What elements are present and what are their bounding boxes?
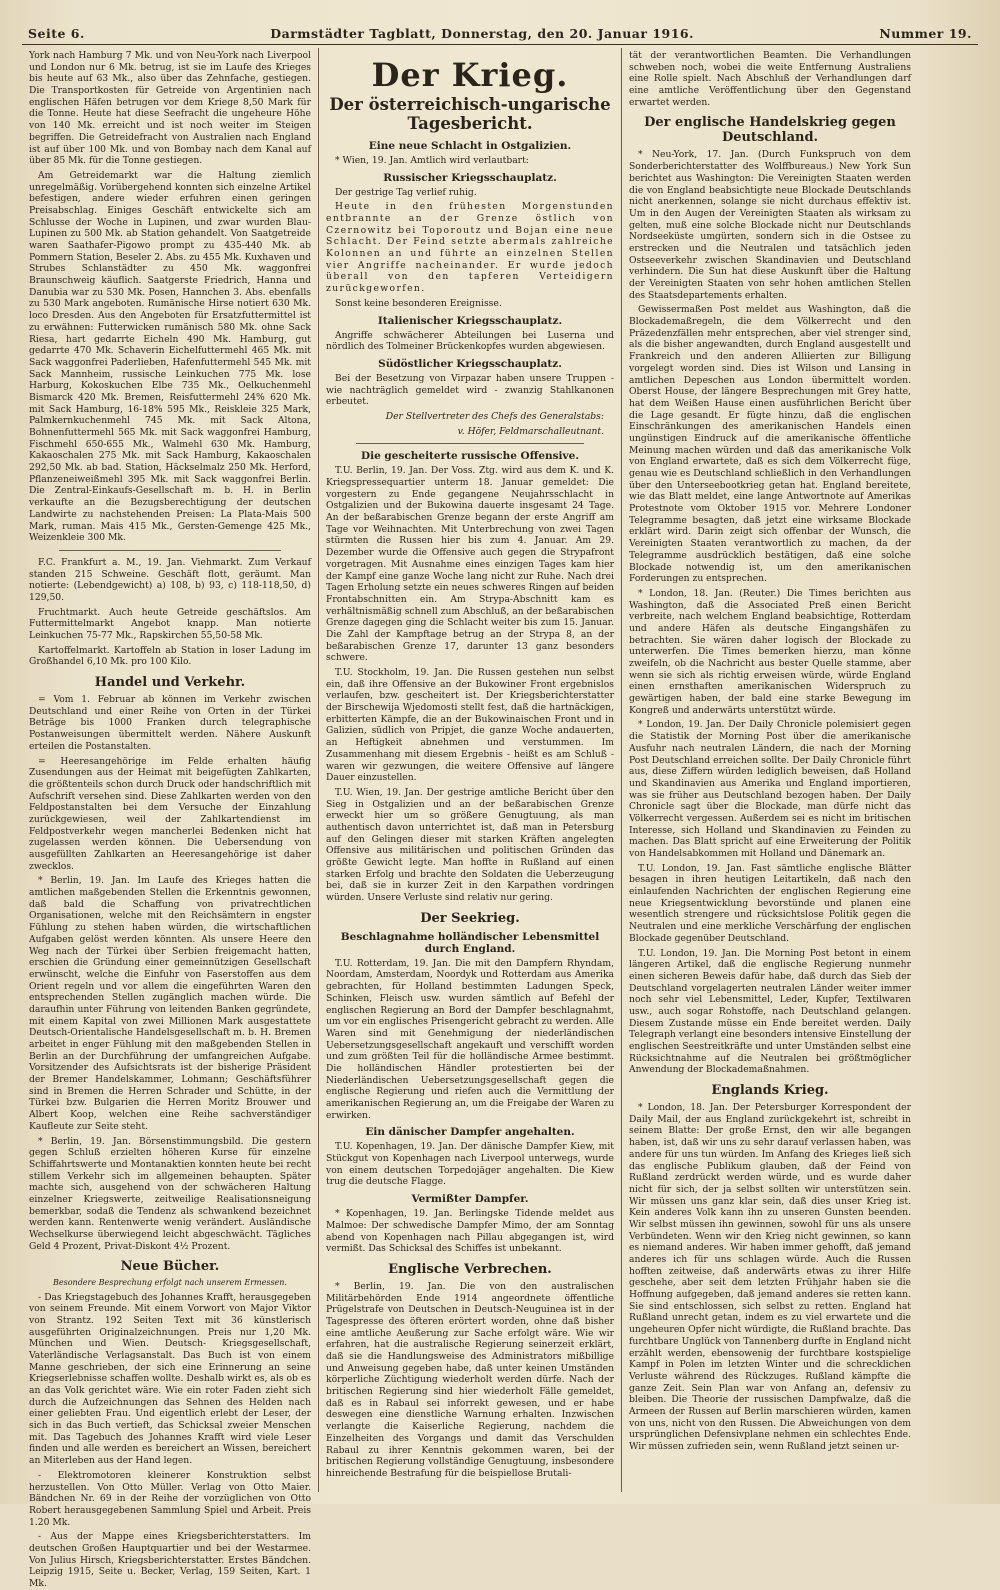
- paragraph: Angriffe schwächerer Abteilungen bei Luserna und nördlich des Tolmeiner Brückenkopfes wurden abgewiesen.: [326, 329, 614, 353]
- paragraph: T.U. Berlin, 19. Jan. Der Voss. Ztg. wird aus dem K. und K. Kriegspressequartier unterm 18. Januar gemeldet: Die vorgestern zu Ende gegangene Neujahrsschlacht in Ostgalizien und der Bukowina dauerte insgesamt 24 Tage. An der beßarabischen Grenze begann der erste Angriff am Tage vor Weihnachten. Mit Unterbrechung von zwei Tagen stürmten die Russen hier bis zum 4. Januar. Am 29. Dezember wurde die Offensive auch gegen die Strypafront vorgetragen. Mit Ausnahme eines einzigen Tages kam hier der Kampf eine ganze Woche lang nicht zur Ruhe. Nach drei Tagen Erholung setzte ein neues schweres Ringen auf beiden Frontabschnitten ein. Am Strypa-Abschnitt kam es verhältnismäßig schnell zum Abschluß, an der beßarabischen Grenze dagegen ging die Schlacht weiter bis zum 15. Januar. Die Zahl der Kampftage betrug an der Strypa 8, an der beßarabischen Grenze 17, darunter 13 ganz besonders schwere.: [326, 465, 614, 664]
- paragraph: T.U. Rotterdam, 19. Jan. Die mit den Dampfern Rhyndam, Noordam, Amsterdam, Noordyk und Rotterdam aus Amerika gebrachten, für Holland bestimmten Ladungen Speck, Schinken, Fleisch usw. wurden sämtlich auf Befehl der englischen Regierung an Bord der Dampfer beschlagnahmt, um vor ein englisches Prisengericht gebracht zu werden. Alle Waren sind mit Genehmigung der niederländischen Uebersetzungsgesellschaft angekauft und verschifft worden und zum größten Teil für die holländische Armee bestimmt. Die holländischen Händler protestierten bei der Niederländischen Uebersetzungsgesellschaft gegen die englische Regierung und riefen auch die Vermittlung der amerikanischen Regierung an, um die Freigabe der Waren zu erwirken.: [326, 957, 614, 1121]
- section-heading: Italienischer Kriegsschauplatz.: [377, 314, 563, 327]
- paragraph: T.U. London, 19. Jan. Fast sämtliche englische Blätter besagen in ihren heutigen Leitartikeln, daß nach den einlaufenden Nachrichten der englischen Regierung eine neue Kriegsentwicklung bevorstünde und planen eine wesentlich strengere und rücksichtslose Politik gegen die Neutralen und eine merkliche Verschärfung der englischen Blockade gegenüber Deutschland.: [629, 862, 911, 944]
- section-heading: Die gescheiterte russische Offensive.: [361, 450, 579, 463]
- columns: [22, 48, 978, 1590]
- page-number: Seite 6.: [28, 26, 85, 41]
- paragraph: Fruchtmarkt. Auch heute Getreide geschäftslos. Am Futtermittelmarkt Angebot knapp. Man notierte Leinkuchen 75-77 Mk., Rapskirchen 55,50-58 Mk.: [29, 606, 311, 641]
- section-heading: Englands Krieg.: [711, 1083, 829, 1099]
- paragraph: * London, 18. Jan. Der Petersburger Korrespondent der Daily Mail, der aus England zurückgekehrt ist, schreibt in seinem Blatte: Der große Ernst, den wir alle begangen haben, ist, daß wir uns zu sehr darauf verlassen haben, was andere für uns tun würden. Im Anfang des Krieges ließ sich das englische Publikum glauben, daß der Feind von Rußland zerdrückt werden würde, und es wurde daher nicht für sich, der ja selbst sollten wir unterstützen sein. Wir müssen uns ganz klar sein, daß dies unser Krieg ist. Kein anderes Volk kann ihn zu unseren Gunsten beenden. Wir selbst müssen ihn gewinnen, sowohl für uns als unsere Verbündeten. Wenn wir den Krieg nicht gewinnen, so kann es niemand anderes. Wir haben immer gehofft, daß jemand anderes ich für uns schlagen würde. Auch die Russen hofften zeitweise, daß anderwärts etwas zu ihrer Hilfe geschehe, aber seit dem letzten Frühjahr haben sie die Hoffnung aufgegeben, daß jemand anderes sie retten kann. Sie sind entschlossen, sich selbst zu retten. England hat Rußland unrecht getan, indem es zu viel erwartete und die ungeheuren Opfer nicht würdigte, die Rußland brachte. Das furchtbare Unglück von Tannenberg durfte in England nicht erzählt werden, ebensowenig der furchtbare kostspielige Kampf in Polen im letzten Winter und die schrecklichen Verluste während des Rückzuges. Rußland kämpfte die ganze Zeit. Sein Plan war von Anfang an, defensiv zu bleiben. Die Theorie der russischen Dampfwalze, daß die Armeen der Russen auf Berlin marschieren würden, kamen von uns, nicht von den Russen. Die Abweichungen von dem ursprünglichen Defensivplane nehmen ein schlechtes Ende. Wir müssen zufrieden sein, wenn Rußland jetzt seinen ur-: [629, 1102, 911, 1452]
- page-header: [22, 26, 978, 45]
- divider: [356, 443, 584, 444]
- signature-name: v. Höfer, Feldmarschalleutnant.: [457, 425, 604, 437]
- paragraph: * Berlin, 19. Jan. Börsenstimmungsbild. Die gestern gegen Schluß erzielten höheren Kurse für einzelne Schiffahrtswerte und Montanaktien konnten heute bei recht stillem Verkehr sich im allgemeinen behaupten. Später machte sich, ausgehend von der schwächeren Haltung einzelner Kriegswerte, zeitweilige Realisationsneigung bemerkbar, sodaß die Tendenz als schwankend bezeichnet werden kann. Rentenwerte wenig verändert. Ausländische Wechselkurse überwiegend leicht abgeschwächt. Tägliches Geld 4 Prozent, Privat-Diskont 4½ Prozent.: [29, 1135, 311, 1252]
- paragraph: Am Getreidemarkt war die Haltung ziemlich unregelmäßig. Vorübergehend konnten sich einzelne Artikel befestigen, andere wieder erfuhren einen geringen Preisabschlag. Einiges Geschäft entwickelte sich am Schlusse der Woche in Lupinen, und zwar wurden Blau-Lupinen zu 500 Mk. ab Station gehandelt. Von Saatgetreide waren Saathafer-Pigowo prompt zu 435-440 Mk. ab Pommern Station, Beseler 2. Abs. zu 455 Mk. Kuxhaven und Strubes Schlanstädter zu 450 Mk. waggonfrei Braunschweig käuflich. Saatgerste Friedrich, Hanna und Danubia war zu 530 Mk. Posen, Hannchen 3. Abs. ebenfalls zu 530 Mark angeboten. Rumänische Hirse notiert 630 Mk. loco Dresden. Aus den Angeboten für Ersatzfuttermittel ist zu erwähnen: Futterwicken rumänisch 580 Mk. ohne Sack Riesa, hart gedarrte Eicheln 490 Mk. Hamburg, gut gedarrte 470 Mk. Schaverin Eichelfuttermehl 465 Mk. mit Sack waggonfrei Paderlieben, Hafenfuttermehl 545 Mk. mit Sack Mannheim, russische Leinkuchen 775 Mk. lose Harburg, Kokoskuchen Elbe 735 Mk., Oelkuchenmehl Bismarck 420 Mk. Bremen, Reisfuttermehl 24% 620 Mk. mit Sack Hamburg, 16-18% 595 Mk., Reiskleie 325 Mark, Palmkernkuchenmehl 745 Mk. mit Sack Altona, Bohnenfuttermehl 565 Mk. mit Sack waggonfrei Hamburg, Fischmehl 650-655 Mk., Walmehl 630 Mk. Hamburg, Kakaoschalen 275 Mk. mit Sack Hamburg, Kakaoschalen 292,50 Mk. ab bad. Station, Häckselmalz 250 Mk. Herford, Pflanzeneiweißmehl 395 Mk. mit Sack waggonfrei Berlin. Die Zentral-Einkaufs-Gesellschaft m. b. H. in Berlin verkaufte an die Bezugsberechtigung der deutschen Landwirte zu nachstehenden Preisen: La Plata-Mais 500 Mark, ruman. Mais 415 Mk., Gersten-Gemenge 425 Mk., Weizenkleie 300 Mk.: [29, 169, 311, 544]
- section-heading: Der englische Handelskrieg gegen Deutschland.: [644, 115, 896, 146]
- paragraph: * Neu-York, 17. Jan. (Durch Funkspruch von dem Sonderberichterstatter des Wolffbureaus.) New York Sun berichtet aus Washington: Die Vereinigten Staaten werden die von England beabsichtigte neue Blockade Deutschlands nicht anerkennen, solange sie nicht durchaus effektiv ist. Um in den Augen der Vereinigten Staaten als wirksam zu gelten, muß eine solche Blockade nicht nur Deutschlands Nordseeküste umgürten, sondern sich in die Ostsee zu erstrecken und die Neutralen und tatsächlich jeden Ostseeverkehr zwischen Skandinavien und Deutschland verhindern. Die Sun hat diese Auskunft über die Haltung der Vereinigten Staaten von sehr hohen amtlichen Stellen des Staatsdepartements erhalten.: [629, 149, 911, 301]
- section-heading: Eine neue Schlacht in Ostgalizien.: [368, 139, 572, 152]
- paragraph: T.U. London, 19. Jan. Die Morning Post betont in einem längeren Artikel, daß die englische Regierung nunmehr einen sicheren Beweis dafür habe, daß durch das Sieb der Deutschland vorgelagerten neutralen Länder weiter immer noch sehr viel Lebensmittel, Leder, Kupfer, Textilwaren usw., auch sogar Rohstoffe, nach Deutschland gelangen. Diesem Zustande müsse ein Ende bereitet werden. Daily Telegraph verlangt eine besonders intensive Einstellung der englischen Seestreitkräfte und unter Umständen selbst eine Rücksichtnahme auf die Neutralen bei größtmöglicher Anwendung der Blockademaßnahmen.: [629, 947, 911, 1076]
- paragraph: * Berlin, 19. Jan. Im Laufe des Krieges hatten die amtlichen maßgebenden Stellen die Erkenntnis gewonnen, daß bald die Schaffung von privatrechtlichen Organisationen, welche mit den Reichsämtern in engster Fühlung zu stehen haben würden, die wirtschaftlichen Aufgaben gelöst werden könnten. Als unsere Heere den Weg nach der Türkei über Serbien freigemacht hatten, erschien die Gründung einer gemeinnützigen Gesellschaft erwünscht, welche die Einfuhr von Faserstoffen aus dem Orient regeln und vor allem die eingeführten Waren den entsprechenden Stellen zugänglich machen würde. Die daraufhin unter Führung von leitenden Banken gegründete, mit einem Kapital von zwei Millionen Mark ausgestattete Deutsch-Orientalische Handelsgesellschaft m. b. H. Bremen arbeitet in enger Fühlung mit den maßgebenden Stellen in Berlin an der Durchführung der umfangreichen Aufgabe. Vorsitzender des Aufsichtsrats ist der bisherige Präsident der Bremer Handelskammer, Lohmann; Geschäftsführer sind in Bremen die Herren Schrader und Schütte, in der Türkei bzw. Bulgarien die Herren Moritz Brouwer und Albert Koop, welchen eine Reihe sachverständiger Kaufleute zur Seite steht.: [29, 875, 311, 1132]
- paragraph: Kartoffelmarkt. Kartoffeln ab Station in loser Ladung im Großhandel 6,10 Mk. pro 100 Kilo.: [29, 644, 311, 668]
- paragraph: - Das Kriegstagebuch des Johannes Krafft, herausgegeben von seinem Freunde. Mit einem Vorwort von Major Viktor von Strantz. 192 Seiten Text mit 36 künstlerisch ausgeführten Originalzeichnungen. Preis nur 1,20 Mk. München und Wien. Deutsch- Kriegsgesellschaft, Vaterländische Verlagsanstalt. Das Buch ist von einem Manne geschrieben, der sich eine Erinnerung an seine Kriegserlebnisse schaffen wollte. Deshalb wirkt es, als ob es an das Volk gerichtet wäre. Wie ein roter Faden zieht sich durch die Aufzeichnungen das Sehnen des Helden nach einer geliebten Frau. Und eigentlich erlebt der Leser, der sich in das Buch vertieft, das Schicksal zweier Menschen mit. Das Tagebuch des Johannes Krafft wird viele Leser finden und alle werden es bereichert an Wissen, bereichert an Miterleben aus der Hand legen.: [29, 1291, 311, 1467]
- paragraph: York nach Hamburg 7 Mk. und von Neu-York nach Liverpool und London nur 6 Mk. betrug, ist sie im Laufe des Krieges bis heute auf 63 Mk., also über das Zehnfache, gestiegen. Die Transportkosten für Getreide von Argentinien nach englischen Häfen betrugen vor dem Kriege 8,50 Mark für die Tonne. Heute hat diese Seefracht die ungeheure Höhe von 140 Mk. erreicht und ist noch weiter im Steigen begriffen. Die Getreidefracht von Australien nach England ist auf über 100 Mk. und von Bombay nach dem Kanal auf über 85 Mk. für die Tonne gestiegen.: [29, 50, 311, 167]
- column-right: [622, 48, 918, 1492]
- column-left: [22, 48, 318, 1590]
- paragraph: - Elektromotoren kleinerer Konstruktion selbst herzustellen. Von Otto Müller. Verlag von Otto Maier. Bändchen Nr. 69 in der Reihe der vorzüglichen von Otto Robert herausgegebenen Sammlung Spiel und Arbeit. Preis 1.20 Mk.: [29, 1469, 311, 1528]
- paragraph: * London, 18. Jan. (Reuter.) Die Times berichten aus Washington, daß die Associated Preß einen Bericht verbreite, nach welchem England beabsichtige, Rotterdam und andere Häfen als deutsche Eingangshäfen zu betrachten. Sie wären daher logisch der Blockade zu unterwerfen. Die Times bemerken hierzu, man könne zweifeln, ob die Nachricht aus bester Quelle stamme, aber wenn sie sich als richtig erweisen würde, würde England einen ernsthaften amerikanischen Widerspruch zu gewärtigen haben, der bald eine starke Bewegung im Kongreß und anderwärts unterstützt würde.: [629, 587, 911, 716]
- paragraph: T.U. Stockholm, 19. Jan. Die Russen gestehen nun selbst ein, daß ihre Offensive an der Bukowiner Front ergebnislos verlaufen, bzw. gescheitert ist. Der Kriegsberichterstatter der Birschewija Wjedomosti stellt fest, daß die hartnäckigen, erbitterten Kämpfe, die an der Bukowinaischen Front und in Galizien, südlich von Pripjet, die ganze Woche andauerten, an Heftigkeit abnehmen und verstummen. Im Zusammenhang mit diesem Ergebnis - heißt es am Schluß - waren wir gezwungen, die weitere Offensive auf längere Dauer einzustellen.: [326, 667, 614, 784]
- paragraph: Gewissermaßen Post meldet aus Washington, daß die Blockademaßregeln, die dem Völkerrecht und den Präzedenzfällen mehr entsprechen, aber viel strenger sind, als die bisher angewandten, durch England ausgestellt und Frankreich und den anderen Alliierten zur Billigung vorgelegt worden sind. Dies ist Wilson und Lansing in amtlichen Depeschen aus London übermittelt worden. Oberst House, der längere Besprechungen mit Grey hatte, hat dem Weißen Hause einen ausführlichen Bericht über die Lage gesandt. Er fügte hinzu, daß die englischen Einschränkungen des amerikanischen Handels einen ungünstigen Eindruck auf die amerikanische öffentliche Meinung machen würden und daß das amerikanische Volk von England erwartete, daß es sich dem Völkerrecht füge, genau wie es Deutschland schließlich in den Verhandlungen über den Unterseebootkrieg getan hat. England bereitete, wie das Blatt meldet, eine lange Antwortnote auf Amerikas Protestnote vom Oktober 1915 vor. Mehrere Londoner Telegramme besagten, daß jetzt eine wirksame Blockade erklärt wird. Darin zeigt sich offenbar der Wunsch, die Vereinigten Staaten verantwortlich zu machen, da der Telegramme ausdrücklich bestätigen, daß eine solche Blockade notwendig ist, um den amerikanischen Forderungen zu entsprechen.: [629, 304, 911, 585]
- sub-headline: Der österreichisch-ungarische Tagesbericht.: [329, 95, 611, 133]
- note: Besondere Besprechung erfolgt nach unserem Ermessen.: [53, 1278, 287, 1288]
- paragraph: Heute in den frühesten Morgenstunden entbrannte an der Grenze östlich von Czernowitz bei Toporoutz und Bojan eine neue Schlacht. Der Feind setzte abermals zahlreiche Kolonnen an und führte an einzelnen Stellen vier Angriffe nacheinander. Er wurde jedoch überall von den tapferen Verteidigern zurückgeworfen.: [326, 201, 614, 295]
- section-heading: Handel und Verkehr.: [94, 675, 246, 691]
- issue-number: Nummer 19.: [879, 26, 972, 41]
- newspaper-title-date: Darmstädter Tagblatt, Donnerstag, den 20. Januar 1916.: [270, 26, 694, 41]
- signature-line: Der Stellvertreter des Chefs des Generalstabs:: [385, 410, 604, 422]
- paragraph: = Vom 1. Februar ab können im Verkehr zwischen Deutschland und einer Reihe von Orten in der Türkei Beträge bis 1000 Franken durch telegraphische Postanweisungen übermittelt werden. Nähere Auskunft erteilen die Postanstalten.: [29, 694, 311, 752]
- paragraph: * London, 19. Jan. Der Daily Chronicle polemisiert gegen die Statistik der Morning Post über die amerikanische Ausfuhr nach neutralen Ländern, die nach der Morning Post Deutschland erreichen sollte. Der Daily Chronicle führt aus, diese Ziffern würden lediglich beweisen, daß Holland und Skandinavien aus Amerika und England importieren, was sie früher aus Deutschland bezogen haben. Der Daily Chronicle sagt über die Blockade, man dürfe nicht das Völkerrecht vergessen. Außerdem sei es nicht im britischen Interesse, sich Holland und Skandinavien zu Feinden zu machen. Das Blatt spricht auf eine Erweiterung der Politik von Handelsabkommen mit Holland und Dänemark an.: [629, 719, 911, 859]
- paragraph: F.C. Frankfurt a. M., 19. Jan. Viehmarkt. Zum Verkauf standen 215 Schweine. Geschäft flott, geräumt. Man notierte: (Lebendgewicht) a) 108, b) 93, c) 118-118,50, d) 129,50.: [29, 556, 311, 603]
- paragraph: = Heeresangehörige im Felde erhalten häufig Zusendungen aus der Heimat mit beigefügten Zahlkarten, die größtenteils schon durch Druck oder handschriftlich mit Aufschrift versehen sind. Diese Zahlkarten werden von den Feldpostanstalten bei dem Versuche der Einzahlung zurückgewiesen, weil der Zahlkartendienst im Feldpostverkehr wegen mancherlei Bedenken nicht hat zugelassen werden können. Die Uebersendung von ausgefüllten Zahlkarten an Heeresangehörige ist daher zwecklos.: [29, 755, 311, 872]
- section-heading: Russischer Kriegsschauplatz.: [383, 171, 557, 184]
- paragraph: * Kopenhagen, 19. Jan. Berlingske Tidende meldet aus Malmoe: Der schwedische Dampfer Mimo, der am Sonntag abend von Kopenhagen nach Pillau abgegangen ist, wird vermißt. Das Schicksal des Schiffes ist unbekannt.: [326, 1208, 614, 1255]
- section-heading: Der Seekrieg.: [420, 910, 520, 926]
- paragraph: Der gestrige Tag verlief ruhig.: [335, 186, 477, 198]
- paragraph: * Berlin, 19. Jan. Die von den australischen Militärbehörden Ende 1914 angeordnete öffentliche Prügelstrafe von Deutschen in Deutsch-Neuguinea ist in der Tagespresse des öfteren erörtert worden, ohne daß bisher eine amtliche Aeußerung zur Sache erfolgt wäre. Wie wir erfahren, hat die australische Regierung seinerzeit erklärt, daß sie die Handlungsweise des Administrators mißbillige und Anweisung gegeben habe, daß unter keinen Umständen körperliche Züchtigung wiederholt werden dürfe. Nach der britischen Regierung sind hier wiederholt Fälle gemeldet, daß es in Rabaul sei inforrekt gewesen, und er habe deswegen eine dienstliche Warnung erhalten. Inzwischen verlangte die Kaiserliche Regierung, nachdem die Einzelheiten des Vorgangs und damit das Verschulden Rabaul zu ihrer Kenntnis gekommen waren, bei der britischen Regierung vollständige Genugtuung, insbesondere hinreichende Bestrafung für die beispiellose Brutali-: [326, 1280, 614, 1479]
- paragraph: Bei der Besetzung von Virpazar haben unsere Truppen - wie nachträglich gemeldet wird - zwanzig Stahlkanonen erbeutet.: [326, 372, 614, 408]
- section-heading: Vermißter Dampfer.: [411, 1193, 529, 1206]
- paragraph: T.U. Wien, 19. Jan. Der gestrige amtliche Bericht über den Sieg in Ostgalizien und an der beßarabischen Grenze erweckt hier um so größere Genugtuung, als man authentisch davon unterrichtet ist, daß man in Petersburg auf den Gelingen dieser mit starken Kräften angelegten Offensive aus militärischen und politischen Gründen das größte Gewicht legte. Man hoffte in Rußland auf einen starken Erfolg und brachte den Soldaten die Ueberzeugung bei, daß sie in kurzer Zeit in den Karpathen vordringen würden. Unsere Verluste sind relativ nur gering.: [326, 786, 614, 904]
- section-heading: Südöstlicher Kriegsschauplatz.: [378, 357, 562, 370]
- paragraph: Sonst keine besonderen Ereignisse.: [335, 297, 502, 309]
- column-center: [318, 48, 622, 1492]
- section-heading: Beschlagnahme holländischer Lebensmittel durch England.: [340, 930, 600, 955]
- paragraph: * Wien, 19. Jan. Amtlich wird verlautbart:: [335, 154, 529, 166]
- paragraph: tät der verantwortlichen Beamten. Die Verhandlungen schweben noch, wobei die weite Entfernung Australiens eine Rolle spielt. Nach Abschluß der Verhandlungen darf eine amtliche Veröffentlichung über den Gegenstand erwartet werden.: [629, 50, 911, 108]
- paragraph: - Aus der Mappe eines Kriegsberichterstatters. Im deutschen Großen Hauptquartier und bei der Westarmee. Von Julius Hirsch, Kriegsberichterstatter. Erstes Bändchen. Leipzig 1915, Seite u. Becker, Verlag, 159 Seiten, Kart. 1 Mk.: [29, 1531, 311, 1590]
- section-heading: Ein dänischer Dampfer angehalten.: [365, 1126, 575, 1139]
- section-heading: Neue Bücher.: [120, 1259, 220, 1275]
- section-heading: Englische Verbrechen.: [388, 1261, 552, 1277]
- divider: [59, 550, 281, 551]
- main-headline: Der Krieg.: [371, 56, 569, 94]
- paragraph: T.U. Kopenhagen, 19. Jan. Der dänische Dampfer Kiew, mit Stückgut von Kopenhagen nach Liverpool unterwegs, wurde von einem deutschen Torpedojäger angehalten. Die Kiew trug die deutsche Flagge.: [326, 1141, 614, 1188]
